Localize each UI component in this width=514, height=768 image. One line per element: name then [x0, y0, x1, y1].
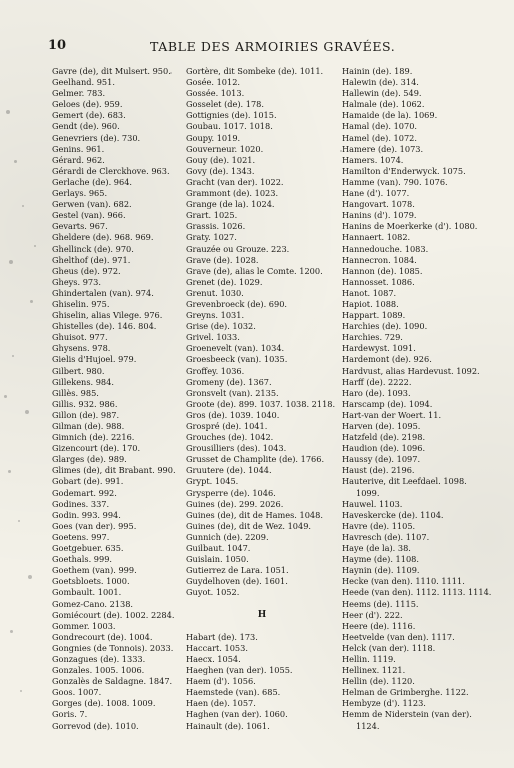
index-entry: Ghysens. 978. [52, 343, 111, 354]
index-entry: Guines (de). 299. 2026. [186, 498, 284, 509]
index-entry: Grevenbroeck (de). 690. [186, 298, 288, 309]
index-entry: Gonzales. 1005. 1006. [52, 665, 145, 676]
index-entry: Hannosset. 1086. [342, 276, 415, 287]
index-entry: Goetsbloets. 1000. [52, 576, 130, 587]
index-entry: Haeghen (van der). 1055. [186, 665, 293, 676]
index-entry: Gros (de). 1039. 1040. [186, 409, 280, 420]
scan-speck [28, 575, 32, 579]
index-entry: Heer (d'). 222. [342, 609, 403, 620]
index-entry: Gillès. 985. [52, 387, 99, 398]
scan-speck [30, 300, 33, 303]
index-entry: Gerwen (van). 682. [52, 199, 132, 210]
index-entry: Ghuisot. 977. [52, 332, 108, 343]
index-entry: Gillon (de). 987. [52, 409, 120, 420]
section-letter: H [257, 609, 267, 620]
index-entry: Hamilton d'Enderwyck. 1075. [342, 165, 466, 176]
index-entry: Guilbaut. 1047. [186, 543, 251, 554]
index-entry: Godin. 993. 994. [52, 509, 121, 520]
index-entry: Haecx. 1054. [186, 653, 241, 664]
index-entry: Haem (d'). 1056. [186, 676, 256, 687]
index-entry: Hardemont (de). 926. [342, 354, 432, 365]
index-entry: Haudion (de). 1096. [342, 443, 426, 454]
index-entry: Gorrevod (de). 1010. [52, 720, 139, 731]
index-entry: Hainault (de). 1061. [186, 720, 270, 731]
index-entry: Goetens. 997. [52, 531, 110, 542]
index-entry: Gonzalès de Saldagne. 1847. [52, 676, 173, 687]
index-entry: Grammont (de). 1023. [186, 188, 279, 199]
index-entry: Gottignies (de). 1015. [186, 110, 277, 121]
scan-speck [10, 630, 13, 633]
index-entry: Halewin (de). 314. [342, 77, 419, 88]
index-entry: Gelmer. 783. [52, 88, 106, 99]
index-entry: Hamaide (de la). 1069. [342, 110, 438, 121]
index-entry: Ghelthof (de). 971. [52, 254, 131, 265]
scan-speck [9, 260, 13, 264]
index-entry: Gossée. 1013. [186, 88, 245, 99]
index-entry: Gimnich (de). 2216. [52, 432, 135, 443]
index-entry: Hamere (de). 1073. [342, 143, 424, 154]
index-entry: Haussy (de). 1097. [342, 454, 421, 465]
index-entry: Helck (van der). 1118. [342, 642, 436, 653]
index-entry: Ghellinck (de). 970. [52, 243, 134, 254]
index-entry: Goethem (van). 999. [52, 565, 137, 576]
index-entry: Gizencourt (de). 170. [52, 443, 141, 454]
index-entry: Hannon (de). 1085. [342, 265, 423, 276]
index-entry: Heetvelde (van den). 1117. [342, 631, 455, 642]
index-entry: Grospré (de). 1041. [186, 421, 268, 431]
index-entry: Gosée. 1012. [186, 77, 241, 88]
index-entry: 1099. [356, 487, 380, 498]
index-entry: Goethals. 999. [52, 554, 113, 565]
spacer [186, 599, 338, 610]
index-entry: Hauterive, dit Leefdael. 1098. [342, 476, 467, 487]
index-entry: Godemart. 992. [52, 487, 117, 498]
scan-speck [18, 520, 20, 522]
index-entry: 1124. [356, 720, 380, 731]
index-entry: Gracht (van der). 1022. [186, 176, 284, 187]
index-entry: Hamel (de). 1072. [342, 132, 417, 143]
index-entry: Genins. 961. [52, 143, 105, 154]
index-entry: Haro (de). 1093. [342, 387, 411, 398]
index-entry: Hamers. 1074. [342, 154, 404, 165]
index-entry: Hangovart. 1078. [342, 199, 415, 210]
index-entry: Gronsvelt (van). 2135. [186, 387, 279, 398]
index-entry: Hembyze (d'). 1123. [342, 698, 426, 709]
index-column-1 [52, 66, 180, 732]
index-entry: Grart. 1025. [186, 210, 238, 221]
index-entry: Gevarts. 967. [52, 221, 108, 232]
scan-speck [6, 110, 10, 114]
index-entry: Gutierrez de Lara. 1051. [186, 565, 289, 576]
index-entry: Gielis d'Hujoel. 979. [52, 354, 137, 365]
index-entry: Grave (de). 1028. [186, 254, 259, 265]
scan-speck [8, 470, 11, 473]
index-entry: Heede (van den). 1112. 1113. 1114. [342, 587, 492, 598]
index-entry: Hanot. 1087. [342, 287, 397, 298]
index-entry: Happart. 1089. [342, 310, 406, 321]
index-entry: Hardvust, alias Hardevust. 1092. [342, 365, 480, 376]
index-entry: Geloes (de). 959. [52, 99, 123, 110]
index-entry: Hellin (de). 1120. [342, 676, 415, 687]
scan-speck [4, 395, 7, 398]
index-entry: Haust (de). 2196. [342, 465, 415, 476]
index-entry: Ghistelles (de). 146. 804. [52, 321, 157, 332]
spacer [186, 621, 338, 632]
index-entry: Havresch (de). 1107. [342, 531, 430, 542]
index-entry: Guydelhoven (de). 1601. [186, 576, 288, 587]
index-entry: Gheldere (de). 968. 969. [52, 232, 154, 243]
index-entry: Havre (de). 1105. [342, 520, 416, 531]
index-entry: Genevriers (de). 730. [52, 132, 141, 143]
index-entry: Gunnich (de). 2209. [186, 531, 269, 542]
index-entry: Grauzée ou Grouze. 223. [186, 243, 290, 254]
index-entry: Gillis. 932. 986. [52, 398, 118, 409]
index-entry: Gosselet (de). 178. [186, 99, 264, 110]
index-entry: Gortère, dit Sombeke (de). 1011. [186, 66, 324, 76]
index-entry: Godines. 337. [52, 498, 110, 509]
index-entry: Hane (d'). 1077. [342, 188, 410, 199]
index-entry: Goris. 7. [52, 709, 88, 720]
index-entry: Gruutere (de). 1044. [186, 465, 272, 476]
index-entry: Harchies. 729. [342, 332, 403, 343]
index-entry: Greyns. 1031. [186, 310, 245, 321]
index-entry: Hemm de Niderstein (van der). [342, 709, 472, 720]
index-entry: Hanins de Moerkerke (d'). 1080. [342, 221, 478, 232]
index-entry: Govy (de). 1343. [186, 165, 255, 176]
index-entry: Geelhand. 951. [52, 77, 115, 88]
index-entry: Glarges (de). 989. [52, 454, 127, 465]
index-entry: Gilman (de). 988. [52, 421, 125, 431]
index-entry: Gemert (de). 683. [52, 110, 126, 121]
index-entry: Grusset de Champlite (de). 1766. [186, 454, 325, 465]
index-entry: Grange (de la). 1024. [186, 199, 275, 210]
index-entry: Gromeny (de). 1367. [186, 376, 272, 387]
index-entry: Harven (de). 1095. [342, 421, 421, 431]
index-entry: Gérardi de Clerckhove. 963. [52, 165, 170, 176]
index-entry: Gonzagues (de). 1333. [52, 653, 146, 664]
index-entry: Haveskercke (de). 1104. [342, 509, 444, 520]
index-entry: Hallewin (de). 549. [342, 88, 422, 99]
index-entry: Gorges (de). 1008. 1009. [52, 698, 156, 709]
index-entry: Gestel (van). 966. [52, 210, 126, 221]
index-entry: Grise (de). 1032. [186, 321, 256, 332]
index-entry: Haen (de). 1057. [186, 698, 256, 709]
index-entry: Groenevelt (van). 1034. [186, 343, 285, 354]
index-entry: Gilbert. 980. [52, 365, 105, 376]
index-entry: Goupy. 1019. [186, 132, 241, 143]
index-entry: Grysperre (de). 1046. [186, 487, 276, 498]
index-entry: Grenut. 1030. [186, 287, 244, 298]
index-entry: Gongnies (de Tonnois). 2033. [52, 642, 174, 653]
index-entry: Gombault. 1001. [52, 587, 122, 598]
index-entry: Gondrecourt (de). 1004. [52, 631, 153, 642]
index-entry: Gouverneur. 1020. [186, 143, 264, 154]
index-entry: Ghindertalen (van). 974. [52, 287, 154, 298]
index-entry: Guines (de), dit de Hames. 1048. [186, 509, 323, 520]
index-entry: Hart-van der Woert. 11. [342, 409, 442, 420]
index-entry: Goos. 1007. [52, 687, 102, 698]
index-entry: Harchies (de). 1090. [342, 321, 428, 332]
index-entry: Gomiécourt (de). 1002. 2284. [52, 609, 175, 620]
index-entry: Groesbeeck (van). 1035. [186, 354, 288, 365]
index-entry: Grousilliers (des). 1043. [186, 443, 287, 454]
index-entry: Graty. 1027. [186, 232, 237, 243]
index-entry: Harff (de). 2222. [342, 376, 412, 387]
index-column-2 [186, 66, 338, 732]
scan-speck [34, 245, 36, 247]
index-entry: Helman de Grimberghe. 1122. [342, 687, 469, 698]
scan-speck [22, 205, 24, 207]
index-entry: Gommer. 1003. [52, 620, 116, 631]
index-entry: Harscamp (de). 1094. [342, 398, 433, 409]
index-entry: Hayme (de). 1108. [342, 554, 419, 565]
index-entry: Gérard. 962. [52, 154, 105, 165]
index-entry: Groote (de). 899. 1037. 1038. 2118. [186, 398, 336, 409]
index-entry: Haghen (van der). 1060. [186, 709, 288, 720]
scan-speck [14, 160, 17, 163]
index-entry: Gomez-Cano. 2138. [52, 598, 134, 609]
scan-speck [20, 690, 22, 692]
index-entry: Ghiselin. 975. [52, 298, 110, 309]
index-entry: Haye (de la). 38. [342, 543, 411, 554]
scan-speck [170, 72, 172, 74]
index-entry: Grassis. 1026. [186, 221, 246, 232]
index-entry: Hannaert. 1082. [342, 232, 411, 243]
index-entry: Goubau. 1017. 1018. [186, 121, 273, 132]
index-entry: Groffey. 1036. [186, 365, 245, 376]
index-column-3 [342, 66, 507, 732]
index-entry: Hannedouche. 1083. [342, 243, 429, 254]
index-entry: Grave (de), alias le Comte. 1200. [186, 265, 323, 276]
index-entry: Hellin. 1119. [342, 653, 396, 664]
index-entry: Halmale (de). 1062. [342, 99, 425, 110]
index-entry: Hellinex. 1121. [342, 665, 406, 676]
index-entry: Gerlache (de). 964. [52, 176, 133, 187]
index-entry: Habart (de). 173. [186, 631, 258, 642]
index-entry: Goes (van der). 995. [52, 520, 137, 531]
index-entry: Gouy (de). 1021. [186, 154, 256, 165]
index-entry: Gillekens. 984. [52, 376, 114, 387]
index-entry: Hainin (de). 189. [342, 66, 413, 76]
index-entry: Grouches (de). 1042. [186, 432, 274, 443]
index-entry: Hamal (de). 1070. [342, 121, 418, 132]
index-entry: Hannecron. 1084. [342, 254, 417, 265]
index-entry: Grivel. 1033. [186, 332, 240, 343]
scan-speck [340, 150, 342, 152]
index-entry: Hauwel. 1103. [342, 498, 403, 509]
scan-speck [25, 410, 29, 414]
index-entry: Gendt (de). 960. [52, 121, 120, 132]
index-entry: Guyot. 1052. [186, 587, 240, 598]
index-entry: Heems (de). 1115. [342, 598, 419, 609]
index-entry: Hanins (d'). 1079. [342, 210, 417, 221]
index-entry: Ghiselin, alias Vilege. 976. [52, 310, 163, 321]
page-number: 10 [48, 38, 67, 53]
index-entry: Goetgebuer. 635. [52, 543, 124, 554]
index-entry: Gerlays. 965. [52, 188, 108, 199]
index-entry: Hapiot. 1088. [342, 298, 399, 309]
index-entry: Gheus (de). 972. [52, 265, 121, 276]
index-entry: Glimes (de), dit Brabant. 990. [52, 465, 176, 476]
scan-speck [12, 355, 14, 357]
index-entry: Heere (de). 1116. [342, 620, 416, 631]
index-entry: Grenet (de). 1029. [186, 276, 263, 287]
index-entry: Haccart. 1053. [186, 642, 248, 653]
index-entry: Haynin (de). 1109. [342, 565, 420, 576]
index-entry: Gavre (de), dit Mulsert. 950. [52, 66, 171, 76]
index-entry: Gheys. 973. [52, 276, 101, 287]
index-entry: Hardewyst. 1091. [342, 343, 416, 354]
page-title: TABLE DES ARMOIRIES GRAVÉES. [150, 39, 396, 54]
index-entry: Hamme (van). 790. 1076. [342, 176, 448, 187]
index-entry: Guines (de), dit de Wez. 1049. [186, 520, 312, 531]
index-entry: Haemstede (van). 685. [186, 687, 281, 698]
index-entry: Gobart (de). 991. [52, 476, 124, 487]
index-entry: Grypt. 1045. [186, 476, 239, 487]
index-entry: Hatzfeld (de). 2198. [342, 432, 426, 443]
index-entry: Hecke (van den). 1110. 1111. [342, 576, 465, 587]
index-entry: Guislain. 1050. [186, 554, 249, 565]
